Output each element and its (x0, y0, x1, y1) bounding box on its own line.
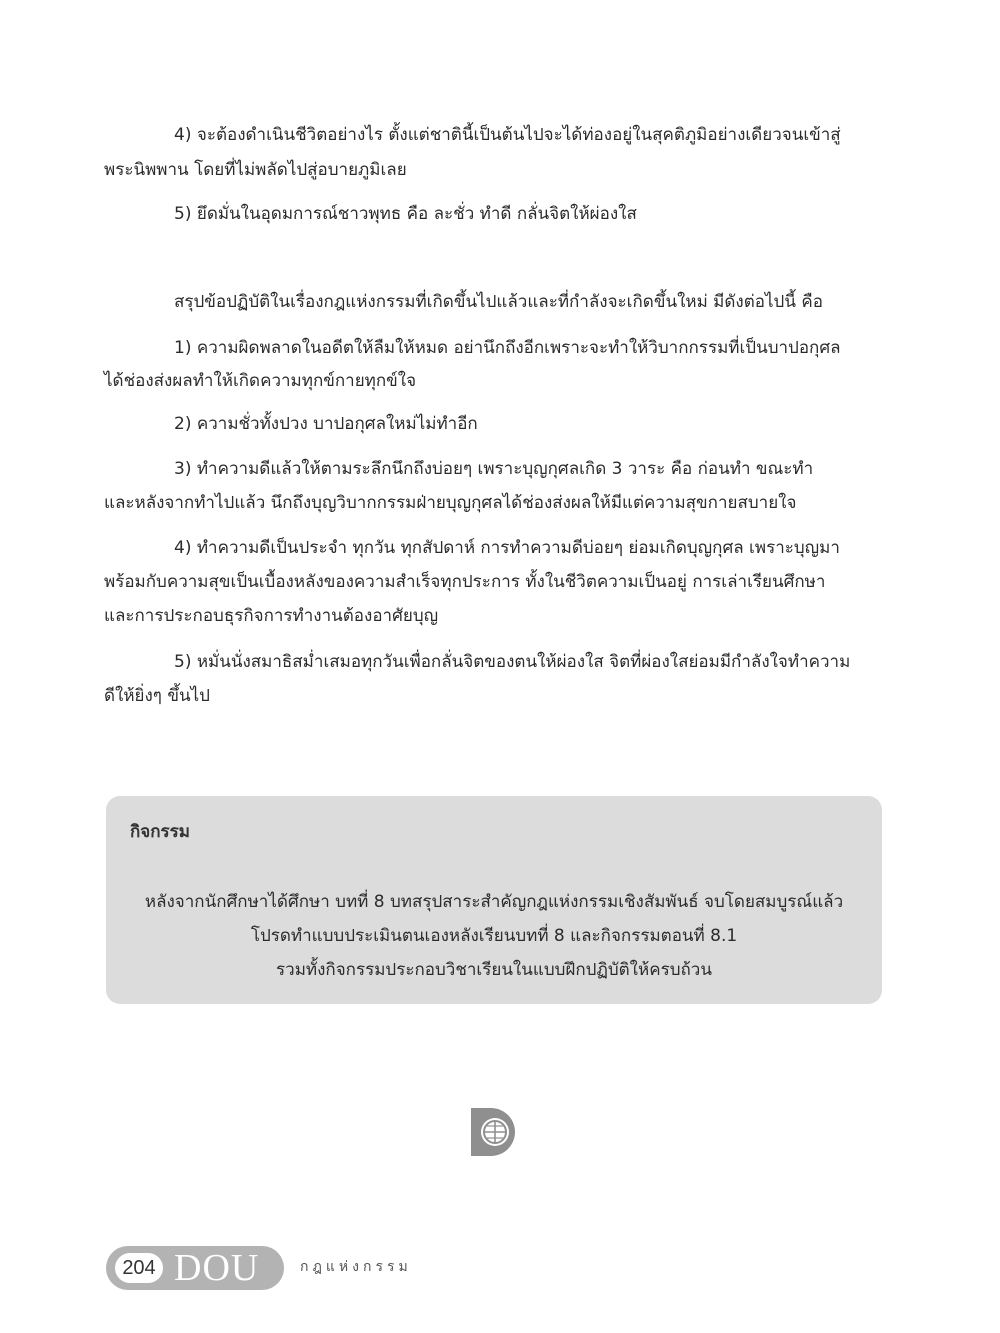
footer-badge (106, 1246, 284, 1290)
summary-item-4-line-3: และการประกอบธุรกิจการทำงานต้องอาศัยบุญ (104, 606, 439, 626)
item-4-line-1: 4) จะต้องดำเนินชีวิตอย่างไร ตั้งแต่ชาตินี้เป็นต้นไปจะได้ท่องอยู่ในสุคติภูมิอย่างเดียวจนเข้าสู่ (174, 125, 841, 145)
summary-item-1-line-1: 1) ความผิดพลาดในอดีตให้ลืมให้หมด อย่านึกถึงอีกเพราะจะทำให้วิบากกรรมที่เป็นบาปอกุศล (174, 338, 841, 358)
activity-line-1: หลังจากนักศึกษาได้ศึกษา บทที่ 8 บทสรุปสาระสำคัญกฎแห่งกรรมเชิงสัมพันธ์ จบโดยสมบูรณ์แล้ว (144, 892, 844, 912)
footer-title: กฎแห่งกรรม (300, 1259, 412, 1275)
activity-line-2: โปรดทำแบบประเมินตนเองหลังเรียนบทที่ 8 และกิจกรรมตอนที่ 8.1 (250, 926, 738, 946)
item-5: 5) ยึดมั่นในอุดมการณ์ชาวพุทธ คือ ละชั่ว ทำดี กลั่นจิตให้ผ่องใส (174, 204, 637, 224)
footer-brand: DOU (174, 1247, 260, 1289)
activity-line-3: รวมทั้งกิจกรรมประกอบวิชาเรียนในแบบฝึกปฏิบัติให้ครบถ้วน (276, 960, 712, 980)
page-number: 204 (115, 1253, 163, 1283)
summary-item-4-line-2: พร้อมกับความสุขเป็นเบื้องหลังของความสำเร็จทุกประการ ทั้งในชีวิตความเป็นอยู่ การเล่าเรียนศึกษา (104, 572, 826, 592)
summary-item-3-line-2: และหลังจากทำไปแล้ว นึกถึงบุญวิบากกรรมฝ่ายบุญกุศลได้ช่องส่งผลให้มีแต่ความสุขกายสบายใจ (104, 493, 797, 513)
summary-intro: สรุปข้อปฏิบัติในเรื่องกฎแห่งกรรมที่เกิดขึ้นไปแล้วและที่กำลังจะเกิดขึ้นใหม่ มีดังต่อไปนี้ คือ (174, 292, 823, 312)
dou-logo-icon (471, 1108, 519, 1156)
activity-box (106, 796, 882, 1004)
summary-item-4-line-1: 4) ทำความดีเป็นประจำ ทุกวัน ทุกสัปดาห์ การทำความดีบ่อยๆ ย่อมเกิดบุญกุศล เพราะบุญมา (174, 538, 840, 558)
summary-item-2: 2) ความชั่วทั้งปวง บาปอกุศลใหม่ไม่ทำอีก (174, 414, 478, 434)
summary-item-1-line-2: ได้ช่องส่งผลทำให้เกิดความทุกข์กายทุกข์ใจ (104, 371, 417, 391)
summary-item-5-line-2: ดีให้ยิ่งๆ ขึ้นไป (104, 686, 210, 706)
item-4-line-2: พระนิพพาน โดยที่ไม่พลัดไปสู่อบายภูมิเลย (104, 160, 407, 180)
summary-item-3-line-1: 3) ทำความดีแล้วให้ตามระลึกนึกถึงบ่อยๆ เพราะบุญกุศลเกิด 3 วาระ คือ ก่อนทำ ขณะทำ (174, 459, 814, 479)
summary-item-5-line-1: 5) หมั่นนั่งสมาธิสม่ำเสมอทุกวันเพื่อกลั่นจิตของตนให้ผ่องใส จิตที่ผ่องใสย่อมมีกำลังใจทำความ (174, 652, 851, 672)
activity-title: กิจกรรม (130, 822, 191, 842)
